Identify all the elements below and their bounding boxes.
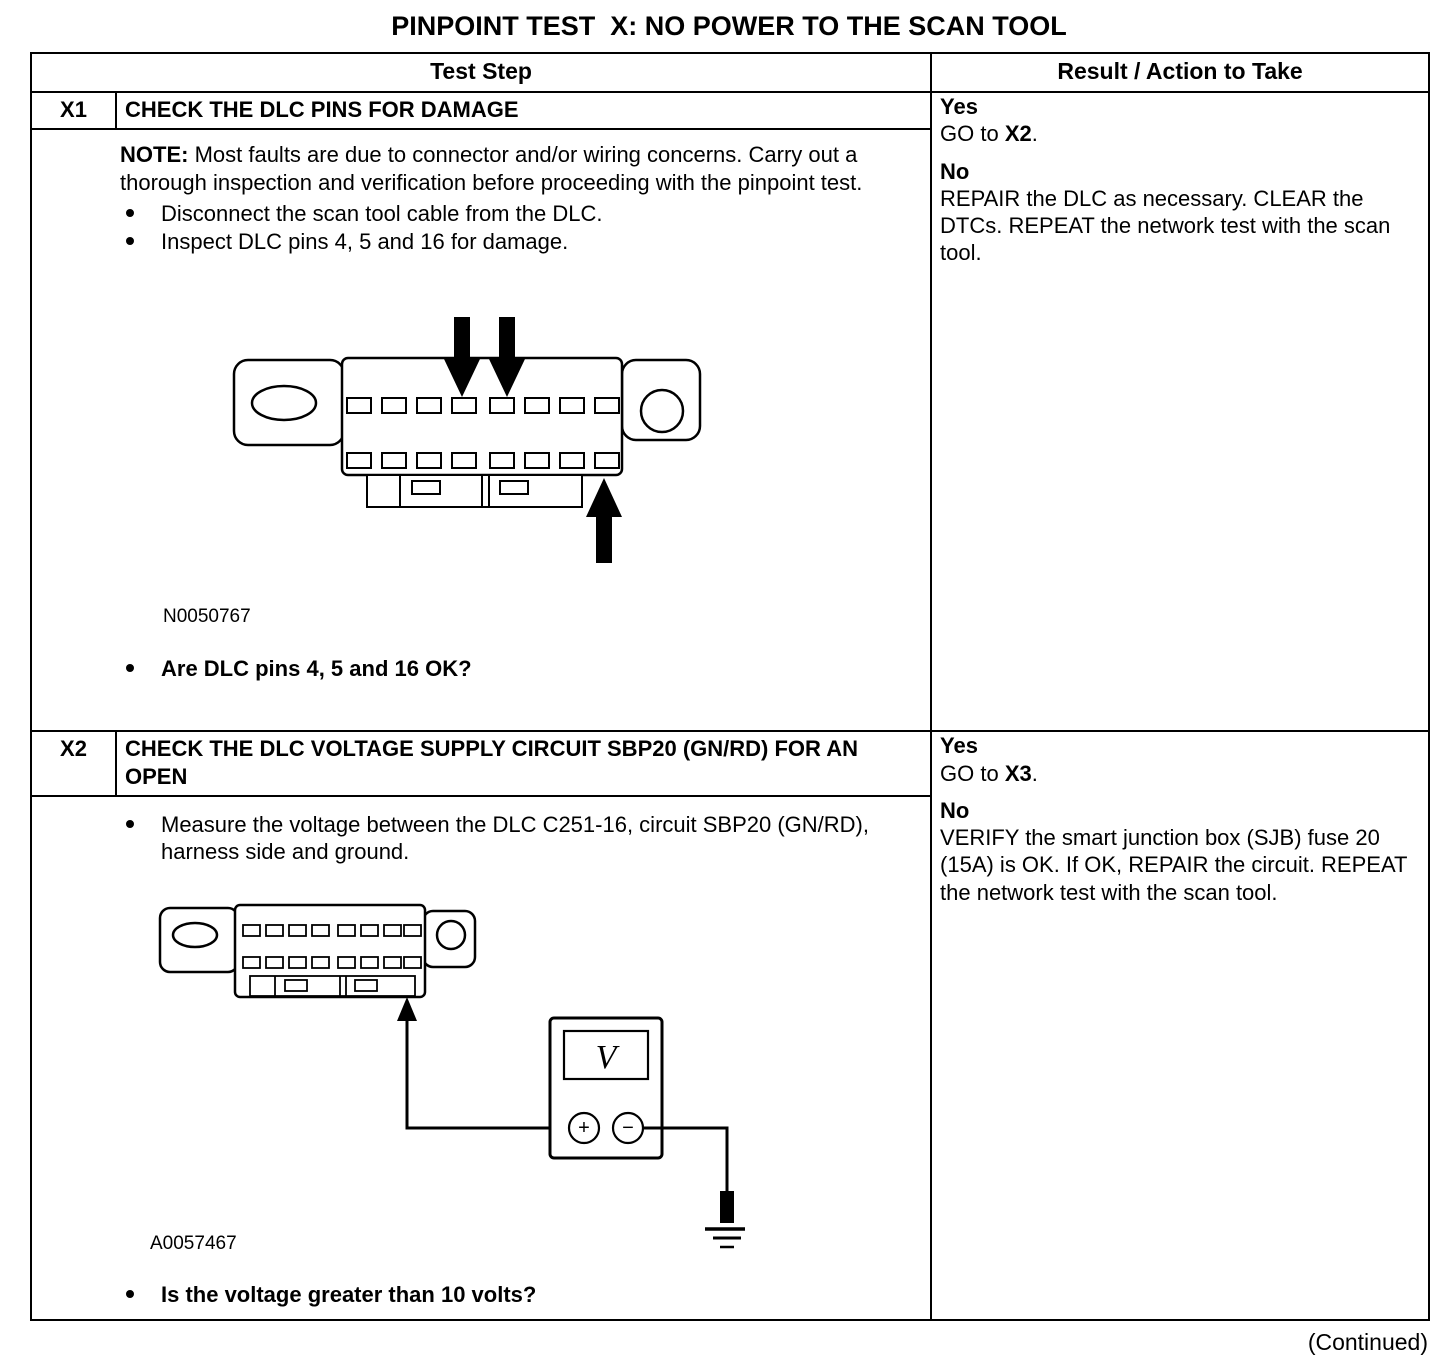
step-x2-result-cell [931,731,1429,1319]
voltmeter-icon [550,1018,662,1158]
step-x1-id: X1 [31,92,116,129]
yes-label: Yes [940,93,978,119]
column-header-test-step: Test Step [31,53,931,92]
figure-id-label: N0050767 [163,606,251,628]
bullet-icon [126,664,134,672]
voltmeter-display-label: V [595,1039,617,1077]
test-lead-wire [407,1013,550,1128]
question-text: Is the voltage greater than 10 volts? [161,1282,537,1308]
yes-action [940,120,1418,147]
step-x1-bullet-list [120,200,914,256]
step-x1-question [124,655,914,682]
step-x1-no-block [940,158,1418,267]
list-item [124,228,914,255]
question-text: Are DLC pins 4, 5 and 16 OK? [161,655,472,681]
no-action: REPAIR the DLC as necessary. CLEAR the DTCs. REPEAT the network test with the scan tool. [940,185,1391,266]
left-ear-hole [173,923,217,947]
bullet-icon [126,237,134,245]
left-ear-hole [252,386,316,420]
step-x2-title-row [31,731,1429,796]
up-arrow-icon [586,478,622,563]
step-x2-question [124,1281,914,1308]
note-label: NOTE: [120,142,189,168]
note-text: Most faults are due to connector and/or wiring concerns. Carry out a thorough inspection and verification before proceeding with the pinpoint test. [120,142,863,195]
goto-target: X2 [1004,121,1032,147]
step-x1-yes-block [940,93,1418,148]
step-x2-id: X2 [31,731,116,796]
pinpoint-test-table [30,52,1430,1320]
step-x2-body-cell [31,796,931,1320]
ground-symbol-icon [705,1191,745,1247]
step-x2-title-text: CHECK THE DLC VOLTAGE SUPPLY CIRCUIT SBP20 (GN/RD) FOR AN OPEN [125,736,858,789]
yes-label: Yes [940,733,978,759]
plus-sign: + [578,1117,590,1140]
page-title: PINPOINT TEST X: NO POWER TO THE SCAN TOOL [391,11,1067,41]
goto-prefix: GO to [940,121,1005,147]
connector-latch-strip [367,475,582,507]
right-ear-hole [641,390,683,432]
connector-latch-strip [250,976,415,996]
step-x1-body-cell [31,129,931,731]
right-ear-hole [437,921,465,949]
bullet-text: Measure the voltage between the DLC C251-16, circuit SBP20 (GN/RD), harness side and ground. [161,811,869,865]
note-paragraph [120,141,875,196]
no-label: No [940,158,970,184]
list-item [124,811,914,866]
step-x1-title [116,92,931,129]
bullet-text: Disconnect the scan tool cable from the DLC. [161,200,603,226]
bullet-icon [126,820,134,828]
step-x1-title-text: CHECK THE DLC PINS FOR DAMAGE [125,96,519,122]
step-x2-bullet-list [120,811,914,866]
table-header-row [31,53,1429,92]
dlc-connector-diagram [232,315,702,565]
minus-sign: − [622,1117,634,1140]
no-action: VERIFY the smart junction box (SJB) fuse 20 (15A) is OK. If OK, REPAIR the circuit. REPEAT the network test with the scan tool. [940,825,1408,905]
continued-label: (Continued) [1307,1328,1428,1355]
voltage-test-figure [150,901,750,1261]
yes-action [940,760,1418,787]
bullet-text: Inspect DLC pins 4, 5 and 16 for damage. [161,229,569,255]
column-header-result: Result / Action to Take [931,53,1429,92]
step-x2-no-block [940,797,1418,906]
step-x1-title-row [31,92,1429,129]
up-arrow-icon [397,997,417,1021]
goto-prefix: GO to [940,760,1005,786]
no-label: No [940,797,970,823]
step-x1-result-cell [931,92,1429,731]
goto-suffix: . [1031,121,1038,147]
step-x2-title [116,731,931,796]
list-item [124,200,914,227]
bullet-icon [126,1290,134,1298]
dlc-voltmeter-diagram [155,901,745,1261]
step-x2-yes-block [940,732,1418,787]
goto-target: X3 [1004,760,1032,786]
figure-id-label: A0057467 [150,1232,237,1254]
bullet-icon [126,209,134,217]
goto-suffix: . [1031,760,1038,786]
